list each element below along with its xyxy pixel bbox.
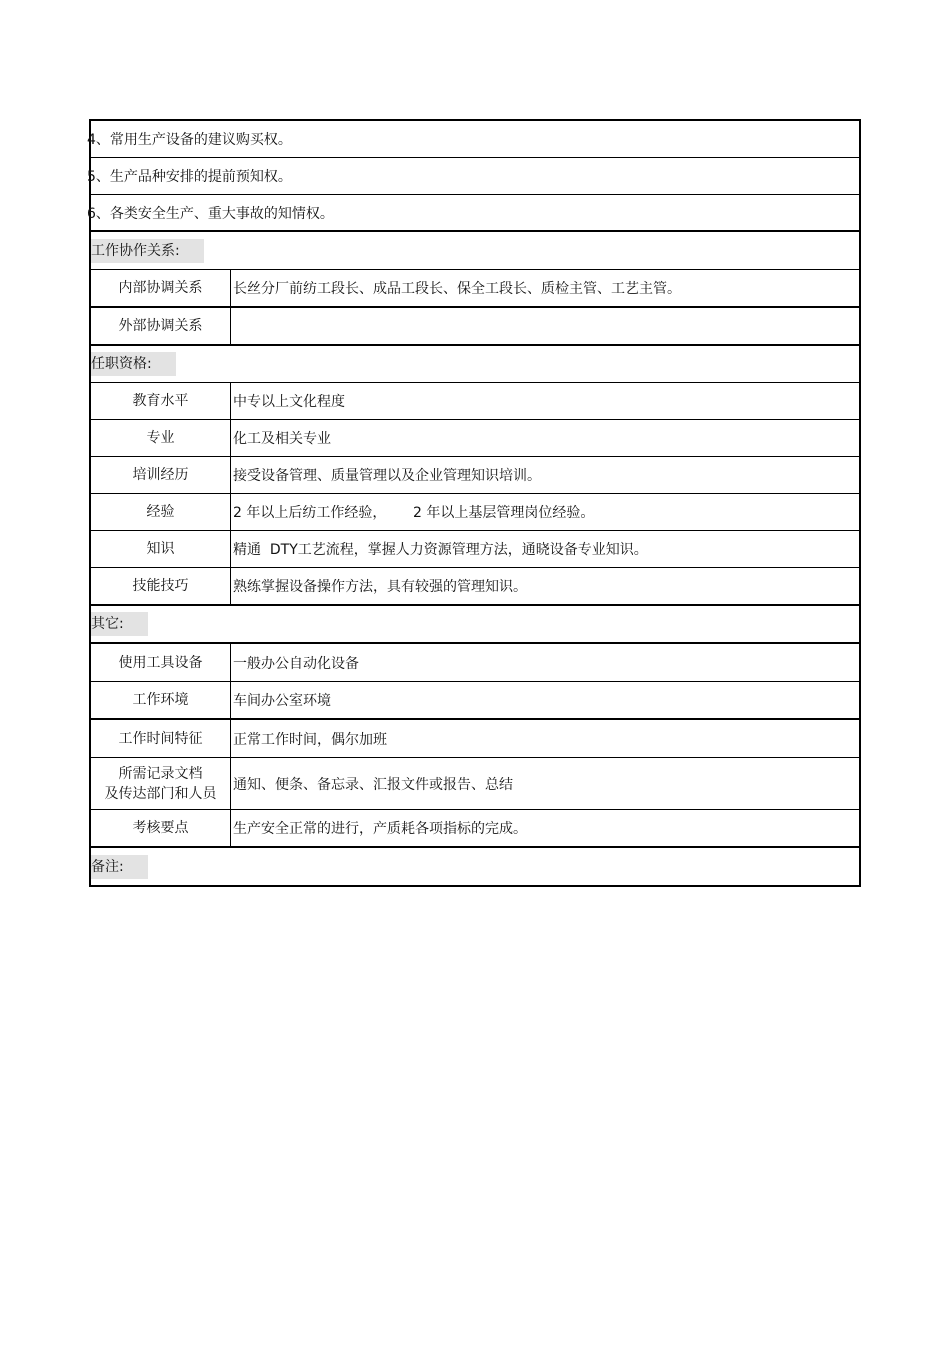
other-row [91,644,859,682]
qualification-row [91,457,859,494]
collaboration-section-header [91,232,859,270]
external-collab-row [91,308,859,346]
field-label: 外部协调关系 [91,308,231,344]
field-label: 技能技巧 [91,568,231,604]
rights-row [87,121,859,158]
rights-row [87,195,859,232]
section-heading: 其它: [91,612,148,636]
field-value: 通知、便条、备忘录、汇报文件或报告、总结 [233,776,513,793]
qualification-row [91,420,859,457]
field-label: 专业 [91,420,231,456]
field-label: 使用工具设备 [91,644,231,681]
qualification-row [91,531,859,568]
other-row [91,682,859,720]
field-value: 熟练掌握设备操作方法，具有较强的管理知识。 [233,579,527,595]
field-value: 2 年以上后纺工作经验， 2 年以上基层管理岗位经验。 [233,505,595,521]
field-label: 内部协调关系 [91,270,231,306]
rights-row [87,158,859,195]
field-label: 经验 [91,494,231,530]
field-label: 教育水平 [91,383,231,419]
right-item: 5、生产品种安排的提前预知权。 [87,169,292,185]
field-value: 化工及相关专业 [233,431,331,447]
internal-collab-row [91,270,859,308]
field-value: 生产安全正常的进行，产质耗各项指标的完成。 [233,821,527,837]
other-row [91,758,859,810]
section-heading: 任职资格: [91,352,176,376]
other-row [91,720,859,758]
field-label: 培训经历 [91,457,231,493]
field-value: 正常工作时间，偶尔加班 [233,731,387,748]
other-section-header [91,606,859,644]
section-heading: 备注: [91,855,148,879]
field-label: 工作时间特征 [91,720,231,757]
field-value: 接受设备管理、质量管理以及企业管理知识培训。 [233,468,541,484]
field-value: 精通 DTY工艺流程，掌握人力资源管理方法，通晓设备专业知识。 [233,542,648,558]
field-value: 车间办公室环境 [233,693,331,709]
field-value: 长丝分厂前纺工段长、成品工段长、保全工段长、质检主管、工艺主管。 [233,281,681,297]
section-heading: 工作协作关系: [91,239,204,263]
field-value: 一般办公自动化设备 [233,655,359,672]
other-row [91,810,859,848]
qualification-row [91,494,859,531]
field-label: 所需记录文档 及传达部门和人员 [91,758,231,809]
field-label: 考核要点 [91,810,231,846]
field-label: 工作环境 [91,682,231,718]
field-label: 知识 [91,531,231,567]
qualification-section-header [91,346,859,383]
qualification-row [91,568,859,606]
qualification-row [91,383,859,420]
job-description-table [89,119,861,887]
right-item: 6、各类安全生产、重大事故的知情权。 [87,205,334,222]
remarks-section-header [91,848,859,885]
right-item: 4、常用生产设备的建议购买权。 [87,132,292,148]
field-value: 中专以上文化程度 [233,394,345,410]
